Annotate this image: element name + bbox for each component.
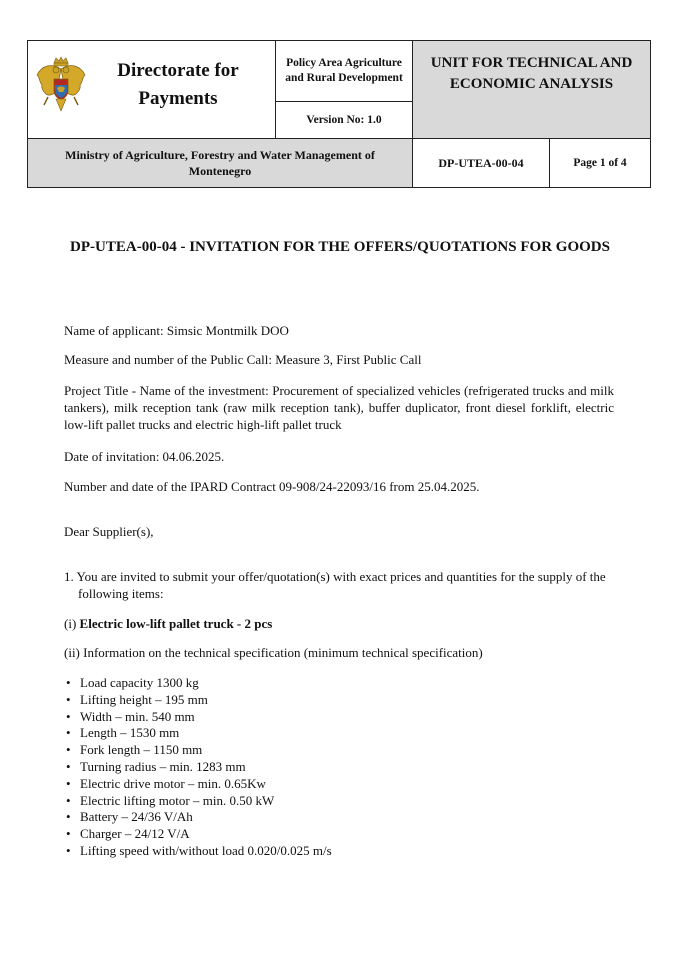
document-code: DP-UTEA-00-04 — [413, 139, 550, 187]
unit-name: UNIT FOR TECHNICAL AND ECONOMIC ANALYSIS — [413, 41, 650, 139]
project-title: Project Title - Name of the investment: Procurement of specialized vehicles (refrigerated trucks and milk tankers), milk reception tank (raw milk reception tank), buffer duplicator, front diesel forklift, electric low-lift pallet trucks and electric high-lift pallet truck — [64, 383, 614, 432]
spec-item: • Load capacity 1300 kg — [64, 675, 332, 692]
item-name: Electric low-lift pallet truck - 2 pcs — [79, 616, 273, 631]
spec-item: • Battery – 24/36 V/Ah — [64, 809, 332, 826]
header-directorate-cell — [28, 41, 276, 139]
invitation-date: Date of invitation: 04.06.2025. — [64, 449, 225, 464]
public-call-measure: Measure and number of the Public Call: Measure 3, First Public Call — [64, 352, 422, 367]
spec-item: • Electric lifting motor – min. 0.50 kW — [64, 793, 332, 810]
document-title: DP-UTEA-00-04 - INVITATION FOR THE OFFERS/QUOTATIONS FOR GOODS — [70, 239, 610, 255]
policy-area: Policy Area Agriculture and Rural Development — [276, 41, 413, 102]
applicant-name: Name of applicant: Simsic Montmilk DOO — [64, 323, 289, 338]
spec-heading: (ii) Information on the technical specification (minimum technical specification) — [64, 645, 483, 660]
version-number: Version No: 1.0 — [276, 102, 413, 139]
ipard-contract: Number and date of the IPARD Contract 09-908/24-22093/16 from 25.04.2025. — [64, 479, 480, 494]
greeting: Dear Supplier(s), — [64, 524, 154, 539]
document-header — [27, 40, 651, 188]
spec-item: • Electric drive motor – min. 0.65Kw — [64, 776, 332, 793]
spec-item: • Charger – 24/12 V/A — [64, 826, 332, 843]
coat-of-arms-icon — [34, 55, 88, 117]
ministry-name: Ministry of Agriculture, Forestry and Water Management of Montenegro — [28, 139, 413, 187]
item-prefix: (i) — [64, 616, 80, 631]
invitation-text: 1. You are invited to submit your offer/quotation(s) with exact prices and quantities for the supply of the following items: — [64, 569, 606, 601]
spec-item: • Fork length – 1150 mm — [64, 742, 332, 759]
invitation-paragraph — [64, 568, 614, 602]
directorate-name: Directorate for Payments — [117, 60, 239, 109]
spec-item: • Length – 1530 mm — [64, 725, 332, 742]
spec-list — [64, 675, 332, 860]
spec-item: • Turning radius – min. 1283 mm — [64, 759, 332, 776]
spec-item: • Width – min. 540 mm — [64, 709, 332, 726]
item-line — [64, 615, 614, 632]
spec-item: • Lifting speed with/without load 0.020/0.025 m/s — [64, 843, 332, 860]
spec-item: • Lifting height – 195 mm — [64, 692, 332, 709]
page-number: Page 1 of 4 — [573, 157, 627, 169]
